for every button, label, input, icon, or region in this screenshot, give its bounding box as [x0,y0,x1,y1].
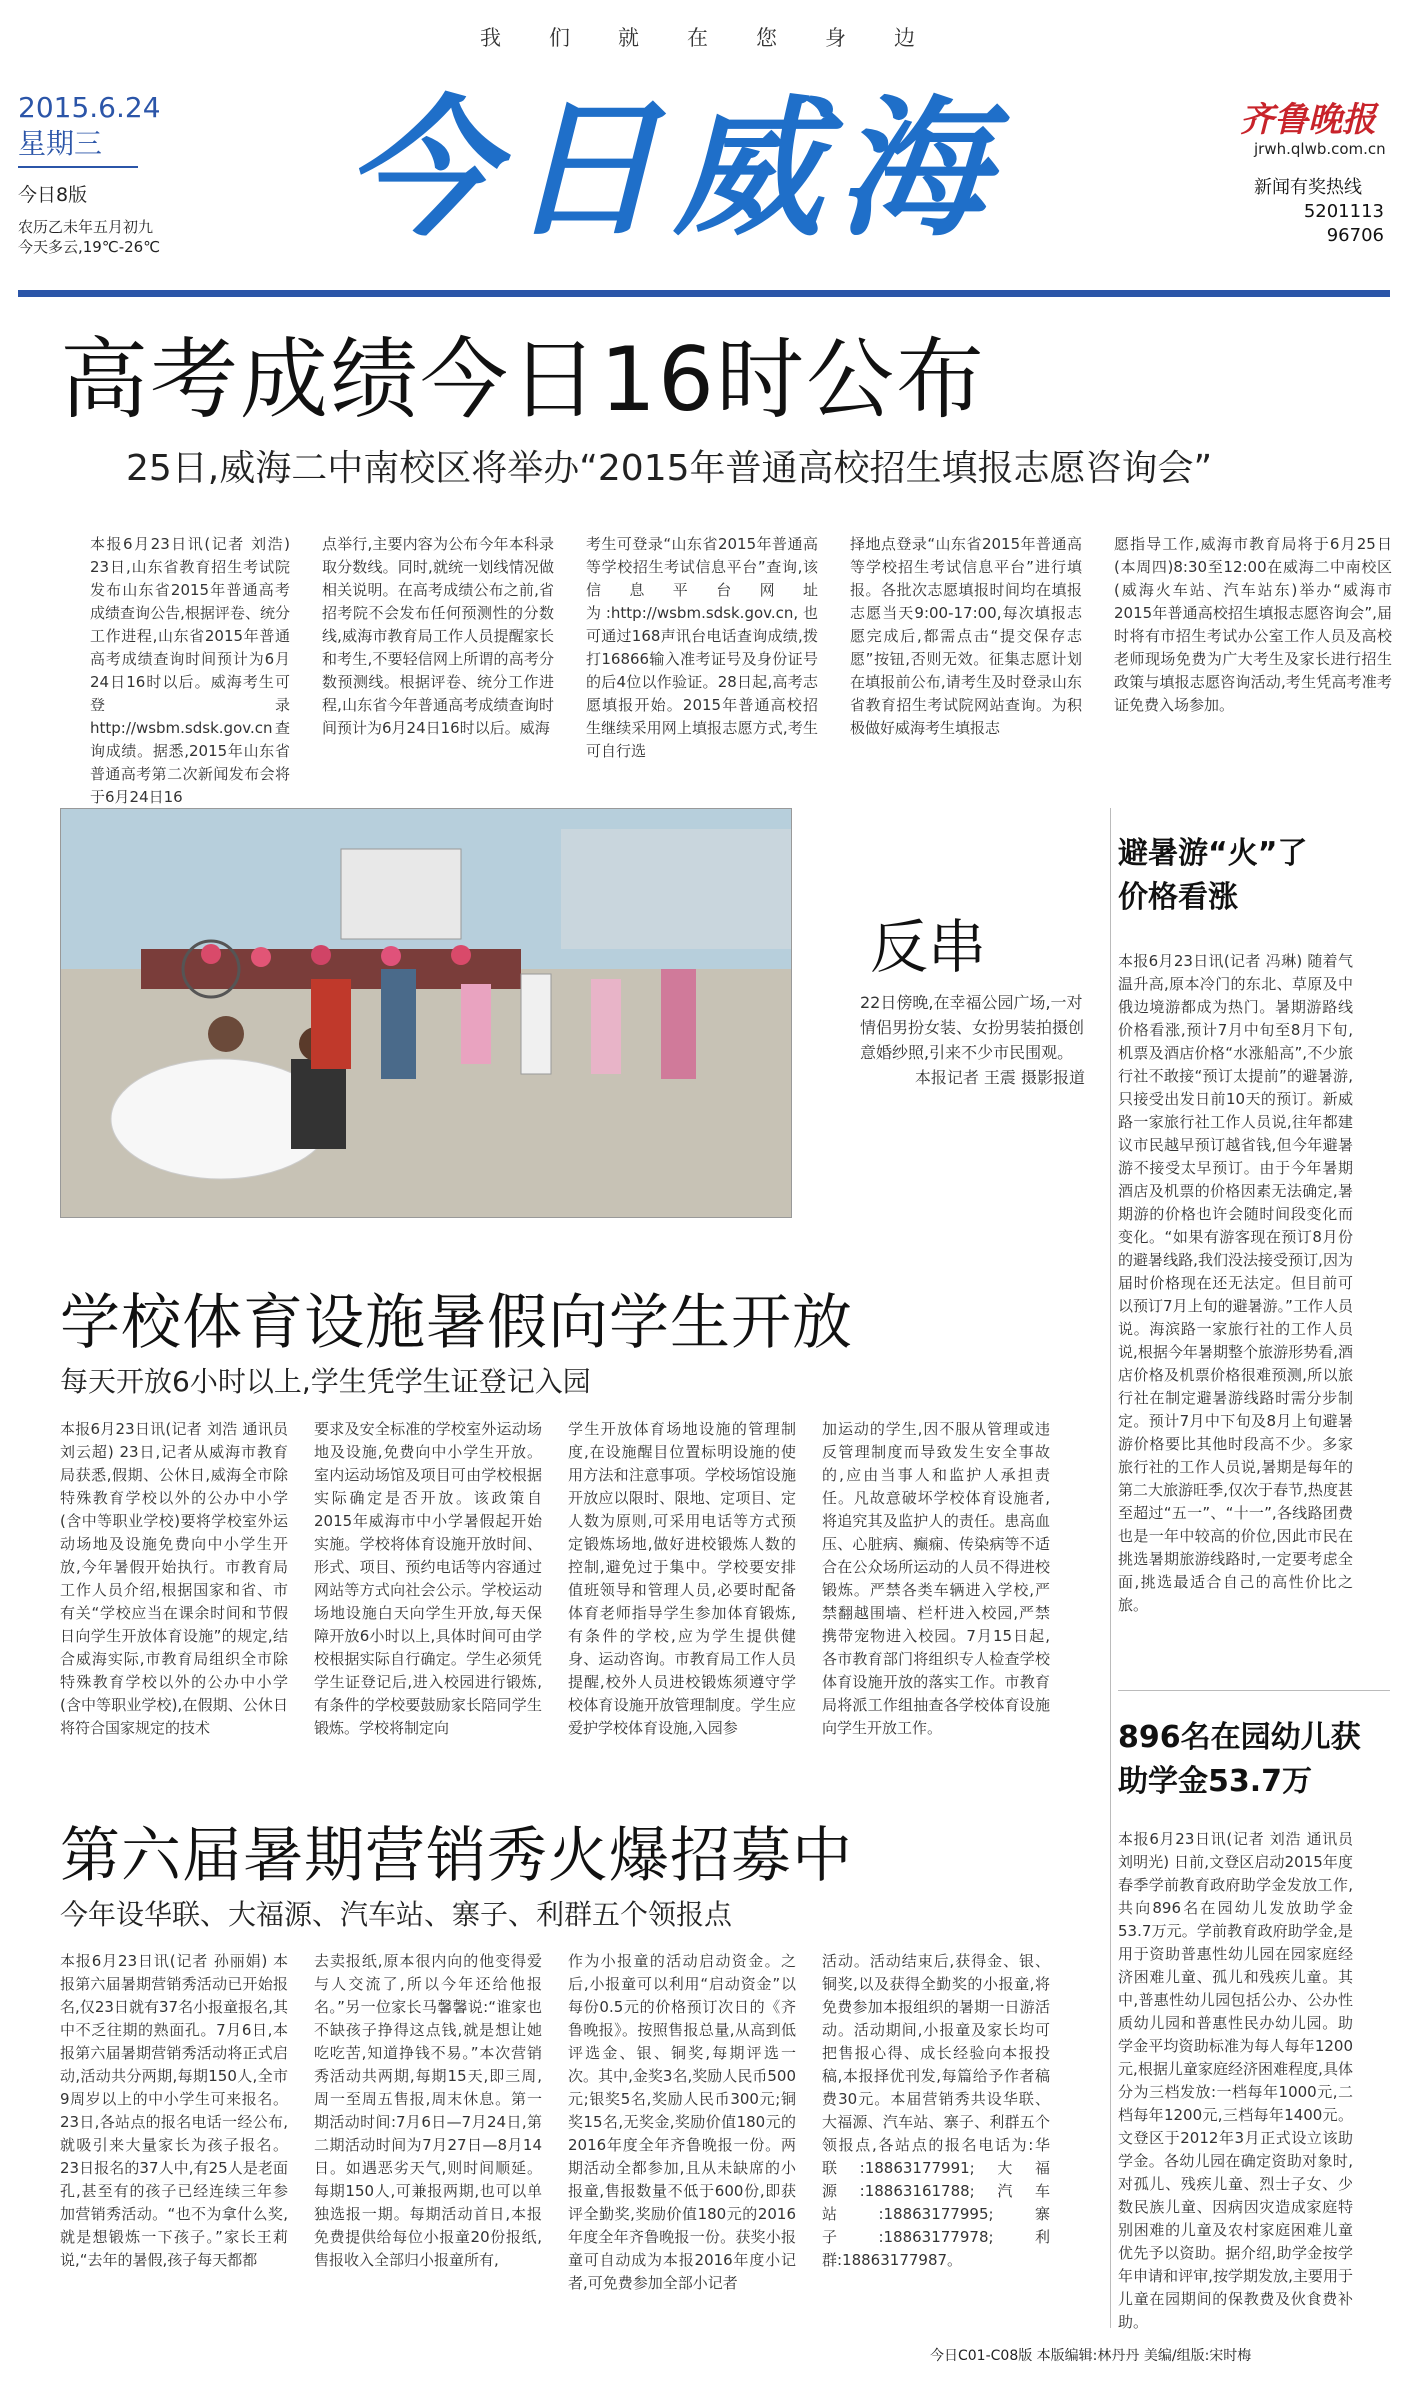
travel-body: 本报6月23日讯(记者 冯琳) 随着气温升高,原本冷门的东北、草原及中俄边境游都成为热门。暑期游路线价格看涨,预计7月中旬至8月下旬,机票及酒店价格“水涨船高”,不少旅行社不敢接“预订太提前”的避暑游,只接受出发日前10天的预订。新威路一家旅行社工作人员说,往年都建议市民越早预订越省钱,但今年避暑游不接受太早预订。由于今年暑期酒店及机票的价格因素无法确定,暑期游的价格也许会随时间段变化而变化。“如果有游客现在预订8月份的避暑线路,我们没法接受预订,因为届时价格现在还无法定。但目前可以预订7月上旬的避暑游。”工作人员说。海滨路一家旅行社的工作人员说,根据今年暑期整个旅游形势看,酒店价格及机票价格很难预测,所以旅行社在制定避暑游线路时需分步制定。预计7月中下旬及8月上旬避暑游价格要比其他时段高不少。多家旅行社的工作人员说,暑期是每年的第二大旅游旺季,仅次于春节,热度甚至超过“五一”、“十一”,各线路团费也是一年中较高的价位,因此市民在挑选暑期旅游线路时,一定要考虑全面,挑选最适合自己的高性价比之旅。 [1118,952,1353,1614]
summer-column-1: 本报6月23日讯(记者 孙丽娟) 本报第六届暑期营销秀活动已开始报名,仅23日就有37名小报童报名,其中不乏往期的熟面孔。7月6日,本报第六届暑期营销秀活动将正式启动,活动共分两期,每期150人,全市9周岁以上的中小学生可来报名。23日,各站点的报名电话一经公布,就吸引来大量家长为孩子报名。23日报名的37人中,有25人是老面孔,甚至有的孩子已经连续三年参加营销秀活动。“也不为拿什么奖,就是想锻炼一下孩子。”家长王莉说,“去年的暑假,孩子每天都都 [60,1952,288,2269]
weather: 今天多云,19℃-26℃ [18,238,161,256]
photo-caption-text: 22日傍晚,在幸福公园广场,一对情侣男扮女装、女扮男装拍摄创意婚纱照,引来不少市民围观。 [860,993,1085,1062]
date-rule [18,166,138,168]
issue-date: 2015.6.24 [18,91,161,124]
photo-caption [860,990,1085,1090]
hotline-box [1254,176,1384,248]
lead-subhead: 25日,威海二中南校区将举办“2015年普通高校招生填报志愿咨询会” [126,448,1213,489]
photo-credit: 本报记者 王震 摄影报道 [914,1068,1085,1087]
summer-headline: 第六届暑期营销秀火爆招募中 [60,1821,853,1891]
lead-column-1: 本报6月23日讯(记者 刘浩) 23日,山东省教育招生考试院发布山东省2015年普通高考成绩查询公告,根据评卷、统分工作进程,山东省2015年普通高考成绩查询时间预计为6月24日16时以后。威海考生可登录http://wsbm.sdsk.gov.cn查询成绩。据悉,2015年山东省普通高考第二次新闻发布会将于6月24日16 [90,535,290,806]
page-footer: 今日C01-C08版 本版编辑:林丹丹 美编/组版:宋时梅 [930,2348,1252,2364]
lead-column-5: 愿指导工作,威海市教育局将于6月25日(本周四)8:30至12:00在威海二中南校区(威海火车站、汽车站东)举办“威海市2015年普通高校招生填报志愿咨询会”,届时将有市招生考试办公室工作人员及高校老师现场免费为广大考生及家长进行招生政策与填报志愿咨询活动,考生凭高考准考证免费入场参加。 [1114,535,1392,714]
summer-column-3: 作为小报童的活动启动资金。之后,小报童可以利用“启动资金”以每份0.5元的价格预订次日的《齐鲁晚报》。按照售报总量,从高到低评选金、银、铜奖,每期评选一次。其中,金奖3名,奖励人民币500元;银奖5名,奖励人民币300元;铜奖15名,无奖金,奖励价值180元的2016年度全年齐鲁晚报一份。两期活动全都参加,且从未缺席的小报童,售报数量不低于600份,即获评全勤奖,奖励价值180元的2016年度全年齐鲁晚报一份。获奖小报童可自动成为本报2016年度小记者,可免费参加全部小记者 [568,1952,796,2292]
aid-headline: 896名在园幼儿获助学金53.7万 [1118,1720,1361,1799]
hotline-number-2: 96706 [1326,225,1384,246]
sports-column-4: 加运动的学生,因不服从管理或违反管理制度而导致发生安全事故的,应由当事人和监护人承担责任。凡故意破坏学校体育设施者,将追究其及监护人的责任。患高血压、心脏病、癫痫、传染病等不适合在公众场所运动的人员不得进校锻炼。严禁各类车辆进入学校,严禁翻越围墙、栏杆进入校园,严禁携带宠物进入校园。7月15日起,各市教育部门将组织专人检查学校体育设施开放的落实工作。市教育局将派工作组抽查各学校体育设施向学生开放工作。 [822,1420,1050,1737]
edition-count: 今日8版 [18,184,88,206]
brand-logo: 齐鲁晚报 [1240,100,1376,140]
sports-column-2: 要求及安全标准的学校室外运动场地及设施,免费向中小学生开放。室内运动场馆及项目可由学校根据实际确定是否开放。该政策自2015年威海市中小学暑假起开始实施。学校将体育设施开放时间、形式、项目、预约电话等内容通过网站等方式向社会公示。学校运动场地设施白天向学生开放,每天保障开放6小时以上,具体时间可由学校根据实际自行确定。学生必须凭学生证登记后,进入校园进行锻炼,有条件的学校要鼓励家长陪同学生锻炼。学校将制定向 [314,1420,542,1737]
masthead-divider [18,290,1390,297]
aid-body: 本报6月23日讯(记者 刘浩 通讯员 刘明光) 日前,文登区启动2015年度春季学前教育政府助学金发放工作,共向896名在园幼儿发放助学金53.7万元。学前教育政府助学金,是用于资助普惠性幼儿园在园家庭经济困难儿童、孤儿和残疾儿童。其中,普惠性幼儿园包括公办、公办性质幼儿园和普惠性民办幼儿园。助学金平均资助标准为每人每年1200元,根据儿童家庭经济困难程度,具体分为三档发放:一档每年1000元,二档每年1200元,三档每年1400元。文登区于2012年3月正式设立该助学金。各幼儿园在确定资助对象时,对孤儿、残疾儿童、烈士子女、少数民族儿童、因病因灾造成家庭特别困难的儿童及农村家庭困难儿童优先予以资助。据介绍,助学金按学年申请和评审,按学期发放,主要用于儿童在园期间的保教费及伙食费补助。 [1118,1830,1353,2331]
summer-column-2: 去卖报纸,原本很内向的他变得爱与人交流了,所以今年还给他报名。”另一位家长马馨馨说:“谁家也不缺孩子挣得这点钱,就是想让她吃吃苦,知道挣钱不易。”本次营销秀活动共两期,每期15天,即三周,周一至周五售报,周末休息。第一期活动时间:7月6日—7月24日,第二期活动时间为7月27日—8月14日。如遇恶劣天气,则时间顺延。每期150人,可兼报两期,也可以单独选报一期。每期活动首日,本报免费提供给每位小报童20份报纸,售报收入全部归小报童所有, [314,1952,542,2269]
travel-headline: 避暑游“火”了价格看涨 [1118,836,1308,915]
lead-column-3: 考生可登录“山东省2015年普通高等学校招生考试信息平台”查询,该信息平台网址为:http://wsbm.sdsk.gov.cn,也可通过168声讯台电话查询成绩,拨打16866输入准考证号及身份证号的后4位以作验证。28日起,高考志愿填报开始。2015年普通高校招生继续采用网上填报志愿方式,考生可自行选 [586,535,818,760]
wedding-photo-illustration [61,809,791,1217]
lead-headline: 高考成绩今日16时公布 [60,328,986,431]
summer-column-4: 活动。活动结束后,获得金、银、铜奖,以及获得全勤奖的小报童,将免费参加本报组织的暑期一日游活动。活动期间,小报童及家长均可把售报心得、成长经验向本报投稿,本报择优刊发,每篇给予作者稿费30元。本届营销秀共设华联、大福源、汽车站、寨子、利群五个领报点,各站点的报名电话为:华联:18863177991;大福源:18863161788;汽车站:18863177995;寨子:18863177978;利群:18863177987。 [822,1952,1050,2269]
news-photo [60,808,792,1218]
issue-weekday: 星期三 [18,127,103,160]
brand-url[interactable]: jrwh.qlwb.com.cn [1254,140,1386,158]
sports-headline: 学校体育设施暑假向学生开放 [60,1288,853,1358]
masthead-title: 今日威海 [345,83,1002,257]
lead-column-2: 点举行,主要内容为公布今年本科录取分数线。同时,就统一划线情况做相关说明。在高考成绩公布之前,省招考院不会发布任何预测性的分数线,威海市教育局工作人员提醒家长和考生,不要轻信网上所谓的高考分数预测线。根据评卷、统分工作进程,山东省今年普通高考成绩查询时间预计为6月24日16时以后。威海 [322,535,554,737]
sports-subhead: 每天开放6小时以上,学生凭学生证登记入园 [60,1365,591,1398]
summer-subhead: 今年设华联、大福源、汽车站、寨子、利群五个领报点 [60,1898,733,1931]
sports-column-3: 学生开放体育场地设施的管理制度,在设施醒目位置标明设施的使用方法和注意事项。学校场馆设施开放应以限时、限地、定项目、定人数为原则,可采用电话等方式预定锻炼场地,做好进校锻炼人数的控制,避免过于集中。学校要安排值班领导和管理人员,必要时配备体育老师指导学生参加体育锻炼,有条件的学校,应为学生提供健身、运动咨询。市教育局工作人员提醒,校外人员进校锻炼须遵守学校体育设施开放管理制度。学生应爱护学校体育设施,入园参 [568,1420,796,1737]
lead-column-4: 择地点登录“山东省2015年普通高等学校招生考试信息平台”进行填报。各批次志愿填报时间均在填报志愿当天9:00-17:00,每次填报志愿完成后,都需点击“提交保存志愿”按钮,否则无效。征集志愿计划在填报前公布,请考生及时登录山东省教育招生考试院网站查询。为积极做好威海考生填报志 [850,535,1082,737]
hotline-label: 新闻有奖热线 [1254,177,1362,198]
sidebar-rule [1118,1690,1390,1691]
sidebar-divider [1110,808,1111,2328]
photo-headline: 反串 [870,913,987,981]
hotline-number-1: 5201113 [1303,201,1384,222]
sports-column-1: 本报6月23日讯(记者 刘浩 通讯员 刘云超) 23日,记者从威海市教育局获悉,假期、公休日,威海全市除特殊教育学校以外的公办中小学(含中等职业学校)要将学校室外运动场地及设施免费向中小学生开放,今年暑假开始执行。市教育局工作人员介绍,根据国家和省、市有关“学校应当在课余时间和节假日向学生开放体育设施”的规定,结合威海实际,市教育局组织全市除特殊教育学校以外的公办中小学(含中等职业学校),在假期、公休日将符合国家规定的技术 [60,1420,288,1737]
lunar-date: 农历乙未年五月初九 [18,218,154,236]
slogan: 我们就在您身边 [480,26,963,50]
